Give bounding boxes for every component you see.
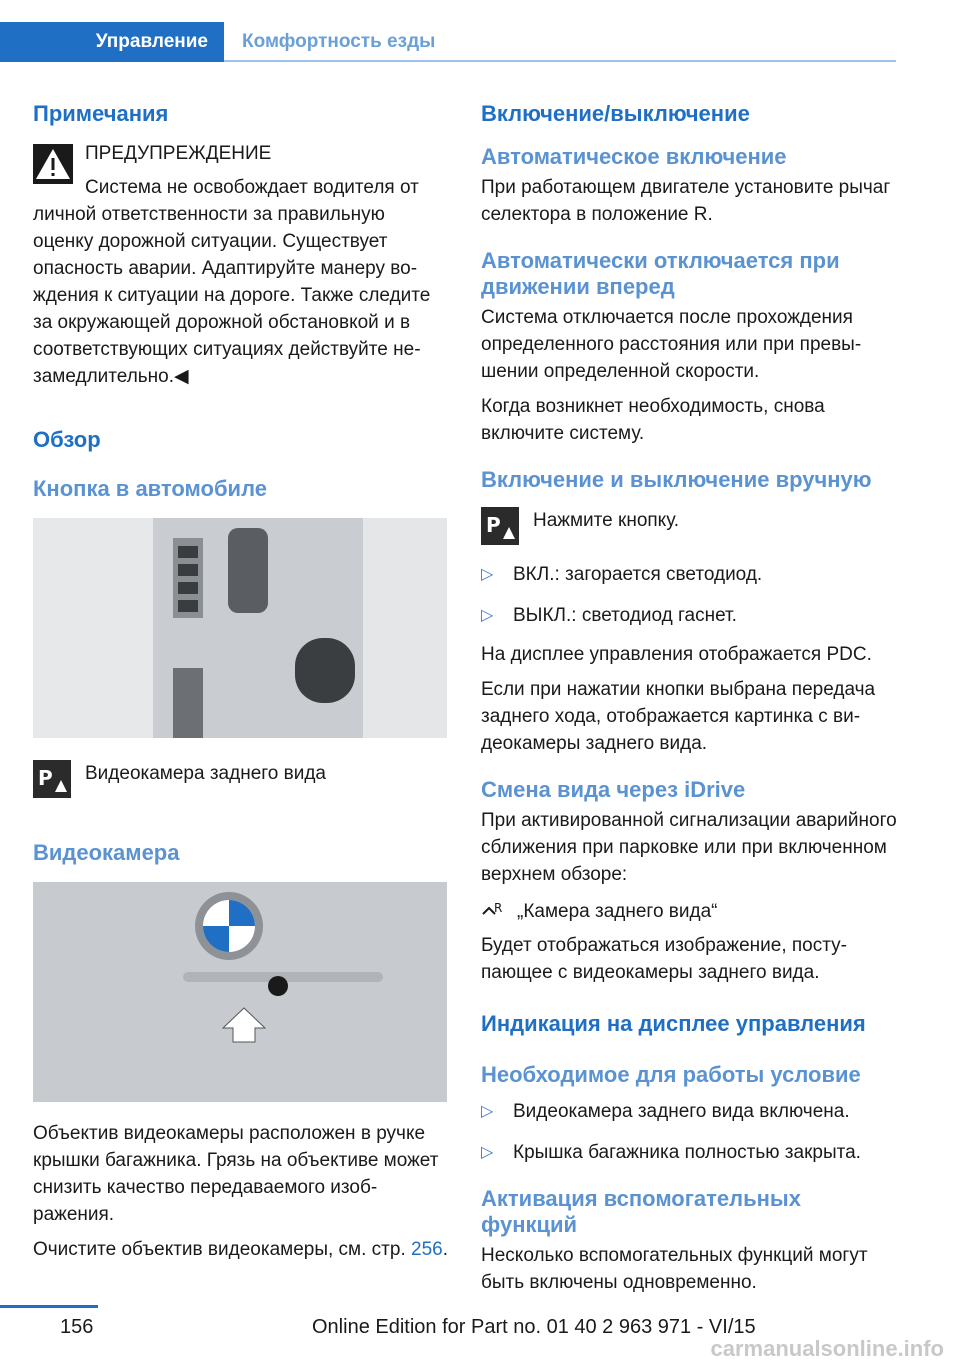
car-interior-illustration <box>33 518 447 738</box>
manual-button-row <box>481 505 897 543</box>
parking-camera-icon <box>481 507 519 545</box>
warning-block <box>33 140 449 192</box>
page-number: 156 <box>60 1316 94 1338</box>
svg-text:P: P <box>38 766 53 790</box>
warning-icon <box>33 144 73 184</box>
tab-control[interactable]: Управление <box>0 22 224 62</box>
right-column <box>481 100 897 1296</box>
bullet-marker: ▷ <box>481 566 494 583</box>
pdc-text: На дисплее управления отображается PDC. <box>481 644 872 665</box>
auto-on-heading: Автоматическое включение <box>481 144 787 169</box>
watermark: carmanualsonline.info <box>710 1336 944 1361</box>
reverse-text: Если при нажатии кнопки выбрана передача заднего хода, отображается картинка с видеокамеры заднего вида. <box>481 679 876 754</box>
camera-button-row <box>33 758 449 796</box>
list-item <box>481 1139 897 1166</box>
idrive-result: Будет отображаться изображение, поступающее с видеокамеры заднего вида. <box>481 935 847 983</box>
manual-text: Нажмите кнопку. <box>533 510 680 531</box>
prereq-1-text: Видеокамера заднего вида включена. <box>513 1101 850 1122</box>
clean-text <box>33 1236 449 1263</box>
display-heading: Индикация на дисплее управления <box>481 1011 866 1036</box>
parking-camera-icon <box>33 760 71 798</box>
camera-text: Объектив видеокамеры расположен в ручке крышки багажника. Грязь на объективе может снизить качество передаваемого изображения. <box>33 1123 439 1225</box>
bullet-marker: ▷ <box>481 1103 494 1120</box>
manual-heading: Включение и выключение вручную <box>481 467 872 492</box>
prereq-heading: Необходимое для работы условие <box>481 1062 861 1087</box>
trunk-camera-photo <box>33 882 447 1102</box>
clean-text-body: Очистите объектив видеокамеры, см. стр. <box>33 1239 406 1260</box>
idrive-heading: Смена вида через iDrive <box>481 777 746 802</box>
idrive-text: При активированной сигнализации аварийного сближения при парковке или при включенном верхнем обзоре: <box>481 810 897 885</box>
warning-title: ПРЕДУПРЕЖДЕНИЕ <box>85 143 272 164</box>
clean-text-end: . <box>442 1239 448 1260</box>
camera-menu-icon <box>481 900 505 922</box>
list-item <box>481 602 897 629</box>
svg-text:P: P <box>486 513 501 537</box>
trunk-camera-illustration <box>33 882 447 1102</box>
bullet-marker: ▷ <box>481 607 494 624</box>
warning-text: Система не освобождает водителя от личной ответственности за правильную оценку дорожной ситуации. Существует опасность аварии. Адаптируйте манеру вождения к ситуации на дороге. Также следите за окружающей дорожной обстановкой и в соответствующих ситуациях действуйте незамедлительно.◀ <box>33 177 431 387</box>
list-item <box>481 1098 897 1125</box>
aux-heading: Активация вспомогательных функций <box>481 1186 801 1237</box>
footer-divider <box>0 1305 98 1308</box>
header-divider <box>224 60 896 62</box>
auto-off-text-2: Когда возникнет необходимость, снова включите систему. <box>481 396 825 444</box>
page-link[interactable]: 256 <box>411 1239 443 1260</box>
bullet-off-text: ВЫКЛ.: светодиод гаснет. <box>513 605 737 626</box>
auto-on-text: При работающем двигателе установите рычаг селектора в положение R. <box>481 177 891 225</box>
idrive-menu-label: „Камера заднего вида“ <box>517 901 718 922</box>
aux-text: Несколько вспомогательных функций могут быть включены одновременно. <box>481 1245 868 1293</box>
bullet-marker: ▷ <box>481 1144 494 1161</box>
camera-heading: Видеокамера <box>33 840 180 865</box>
tab-comfort[interactable]: Комфортность езды <box>242 31 436 52</box>
notes-heading: Примечания <box>33 101 169 126</box>
svg-text:R: R <box>494 901 503 915</box>
camera-button-label: Видеокамера заднего вида <box>85 763 326 784</box>
edition-label: Online Edition for Part no. 01 40 2 963 971 - VI/15 <box>312 1316 756 1338</box>
overview-heading: Обзор <box>33 427 101 452</box>
list-item <box>481 561 897 588</box>
auto-off-heading: Автоматически отключается при движении вперед <box>481 248 840 299</box>
onoff-heading: Включение/выключение <box>481 101 750 126</box>
top-bar <box>0 0 960 62</box>
left-column <box>33 100 449 1263</box>
car-interior-photo <box>33 518 447 738</box>
idrive-menu-row <box>481 898 897 926</box>
auto-off-text: Система отключается после прохождения определенного расстояния или при превышении определенной скорости. <box>481 307 862 382</box>
prereq-2-text: Крышка багажника полностью закрыта. <box>513 1142 861 1163</box>
bullet-on-text: ВКЛ.: загорается светодиод. <box>513 564 763 585</box>
button-heading: Кнопка в автомобиле <box>33 476 267 501</box>
